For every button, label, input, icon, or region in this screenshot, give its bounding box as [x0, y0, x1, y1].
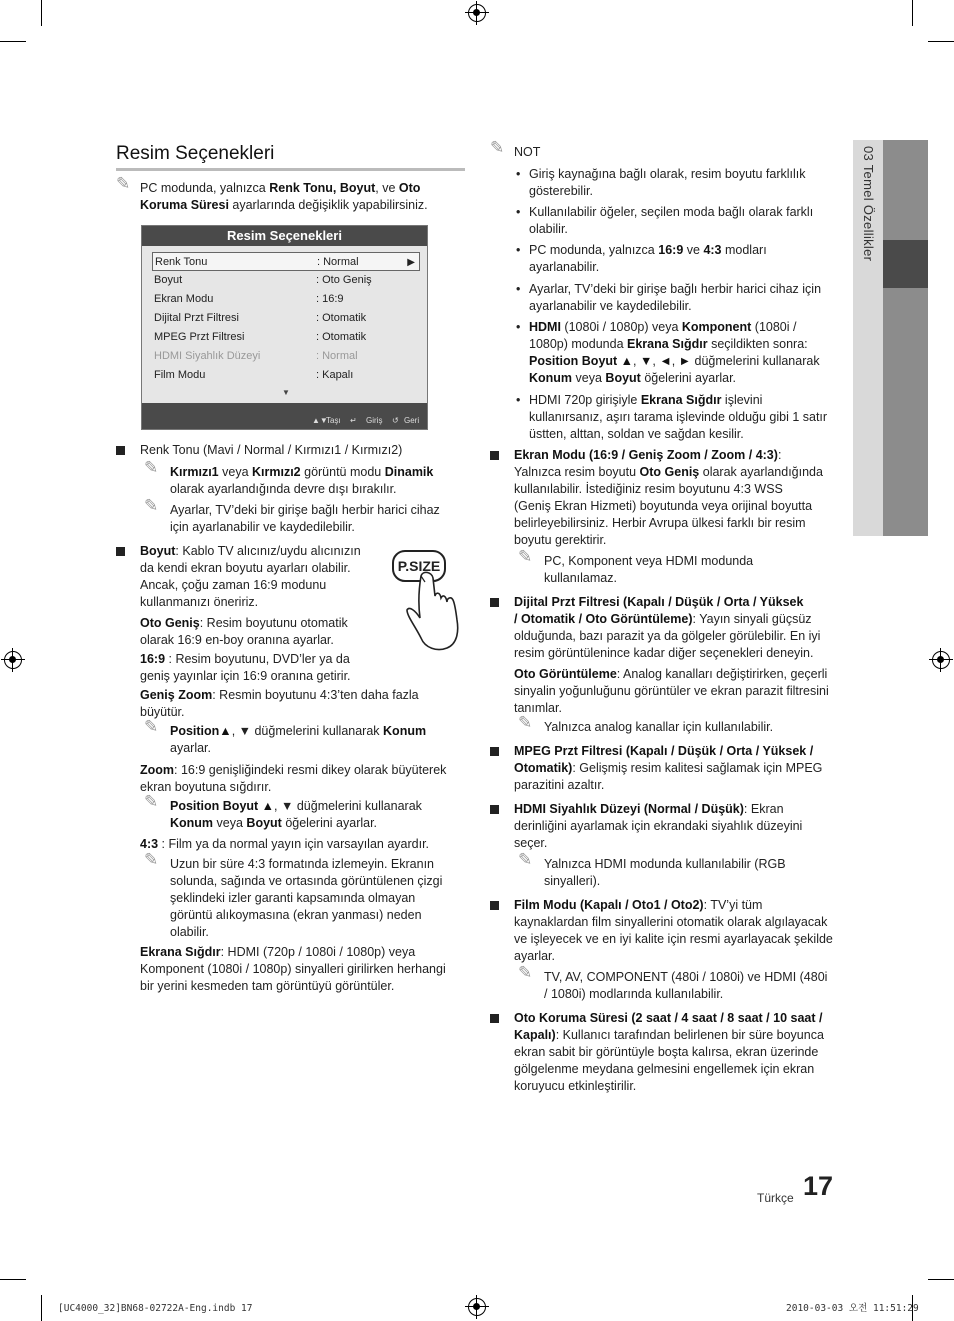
paragraph: Oto Geniş: Resim boyutunu otomatik olarak 16:9 en-boy oranına ayarlar. — [140, 616, 348, 647]
move-icon: ▲▼ — [312, 416, 328, 425]
page-number: 17 — [803, 1171, 834, 1201]
menu-row[interactable]: Renk Tonu : Normal ▶ — [152, 252, 420, 271]
footer-language: Türkçe — [757, 1191, 794, 1205]
pencil-note-icon — [144, 798, 162, 810]
enter-label: Giriş — [366, 416, 383, 425]
crop-mark — [41, 0, 42, 26]
pencil-note-icon — [144, 723, 162, 735]
bullet-square — [490, 901, 499, 910]
psize-button-hand-illustration — [385, 548, 465, 658]
registration-mark-icon — [4, 651, 22, 669]
menu-footer — [142, 403, 427, 429]
pencil-note-icon — [116, 180, 134, 192]
pencil-note-icon — [518, 969, 536, 981]
paragraph: Boyut: Kablo TV alıcınız/uydu alıcınızın da kendi ekran boyutu ayarları olabilir. Ancak, çoğu zaman 16:9 modunu kullanmanızı öneririz. — [140, 544, 361, 609]
pencil-note-icon — [490, 144, 508, 156]
psize-label: P.SIZE — [397, 558, 441, 574]
enter-icon: ↵ — [350, 416, 357, 425]
pencil-note-icon — [518, 856, 536, 868]
paragraph: Oto Görüntüleme: Analog kanalları değiştirirken, geçerli sinyalin yoğunluğunu görüntüler ve ekran parazit filtresini tanımlar. — [514, 667, 829, 715]
paragraph: 4:3 : Film ya da normal yayın için varsayılan ayardır. — [140, 837, 430, 851]
crop-mark — [912, 0, 913, 26]
pencil-note-icon — [518, 553, 536, 565]
bullet-square — [490, 451, 499, 460]
scroll-down-icon[interactable]: ▼ — [282, 388, 290, 397]
paragraph: MPEG Przt Filtresi (Kapalı / Düşük / Orta / Yüksek / Otomatik): Gelişmiş resim kalitesi sağlamak için MPEG parazitini azaltır. — [514, 744, 823, 792]
crop-mark — [0, 1279, 26, 1280]
crop-mark — [928, 41, 954, 42]
crop-mark — [0, 41, 26, 42]
paragraph: HDMI Siyahlık Düzeyi (Normal / Düşük): Ekran derinliğini ayarlamak için ekrandaki siyahlık düzeyini seçer. — [514, 802, 803, 850]
title-rule — [116, 168, 465, 171]
bullet-square — [490, 805, 499, 814]
menu-row[interactable]: Dijital Przt Filtresi : Otomatik — [154, 312, 367, 324]
page-title: Resim Seçenekleri — [116, 143, 275, 164]
chapter-label: 03 Temel Özellikler — [861, 146, 876, 262]
bullet-square — [490, 598, 499, 607]
slug-file-info: [UC4000_32]BN68-02722A-Eng.indb 17 — [58, 1303, 253, 1314]
paragraph: Film Modu (Kapalı / Oto1 / Oto2): TV’yi tüm kaynaklardan film sinyallerini otomatik olarak algılayacak ve işleyecek ve en iyi kalite için resmi ayarlayacak şekilde ayarlar. — [514, 898, 833, 963]
pencil-note-icon — [144, 502, 162, 514]
chapter-side-tab — [853, 140, 928, 536]
back-label: Geri — [404, 416, 420, 425]
paragraph: Zoom: 16:9 genişliğindeki resmi dikey olarak büyüterek ekran boyutuna sığdırır. — [140, 763, 447, 794]
crop-mark — [41, 1295, 42, 1321]
section-heading: Renk Tonu (Mavi / Normal / Kırmızı1 / Kırmızı2) — [140, 443, 403, 457]
paragraph: Ekrana Sığdır: HDMI (720p / 1080i / 1080p) veya Komponent (1080i / 1080p) sinyalleri girilirken herhangi bir yerini kesmeden tam görüntüyü görüntüler. — [140, 945, 446, 993]
menu-row[interactable]: Boyut : Oto Geniş — [154, 274, 372, 286]
picture-options-menu — [141, 225, 428, 430]
pencil-note-icon — [144, 856, 162, 868]
paragraph: Oto Koruma Süresi (2 saat / 4 saat / 8 saat / 10 saat / Kapalı): Kullanıcı tarafından belirlenen bir süre boyunca ekran sabit bir görüntüyle boşta kalırsa, ekran üzerinde gölgelenme meydana gelmesini engellemek için ekran koruyucu etkinleştirilir. — [514, 1011, 824, 1093]
paragraph: Ekran Modu (16:9 / Geniş Zoom / Zoom / 4:3): Yalnızca resim boyutu Oto Geniş olarak ayarlandığında kullanılabilir. İstediğiniz resim boyutunu 4:3 WSS (Geniş Ekran Hizmeti) boyutunda veya orijinal boyutta belirleyebilirsiniz. Herbir Avrupa ülkesi farklı bir resim boyutu gerektirir. — [514, 448, 823, 547]
move-label: Taşı — [326, 416, 341, 425]
bullet-square — [490, 1014, 499, 1023]
pencil-note-icon — [144, 464, 162, 476]
menu-row[interactable]: MPEG Przt Filtresi : Otomatik — [154, 331, 367, 343]
registration-mark-icon — [468, 4, 486, 22]
menu-row: HDMI Siyahlık Düzeyi : Normal — [154, 350, 358, 362]
menu-header: Resim Seçenekleri — [142, 226, 427, 246]
crop-mark — [928, 1279, 954, 1280]
bullet-square — [116, 446, 125, 455]
back-icon: ↺ — [392, 416, 399, 425]
arrow-right-icon: ▶ — [407, 257, 415, 268]
registration-mark-icon — [932, 651, 950, 669]
bullet-square — [116, 547, 125, 556]
pencil-note-icon — [518, 719, 536, 731]
registration-mark-icon — [468, 1298, 486, 1316]
paragraph: Geniş Zoom: Resmin boyutunu 4:3’ten daha fazla büyütür. — [140, 688, 419, 719]
paragraph: Dijital Przt Filtresi (Kapalı / Düşük / Orta / Yüksek / Otomatik / Oto Görüntüleme): Yayın sinyali güçsüz olduğunda, bazı parazit ya da gölgeler görülebilir. En iyi resim görüntülenince kadar diğer seçenekleri deneyin. — [514, 595, 821, 660]
paragraph: 16:9 : Resim boyutunu, DVD’ler ya da geniş yayınlar için 16:9 oranına getirir. — [140, 652, 351, 683]
menu-row[interactable]: Film Modu : Kapalı — [154, 369, 354, 381]
bullet-square — [490, 747, 499, 756]
slug-timestamp: 2010-03-03 오전 11:51:29 — [786, 1303, 919, 1314]
menu-row[interactable]: Ekran Modu : 16:9 — [154, 293, 344, 305]
